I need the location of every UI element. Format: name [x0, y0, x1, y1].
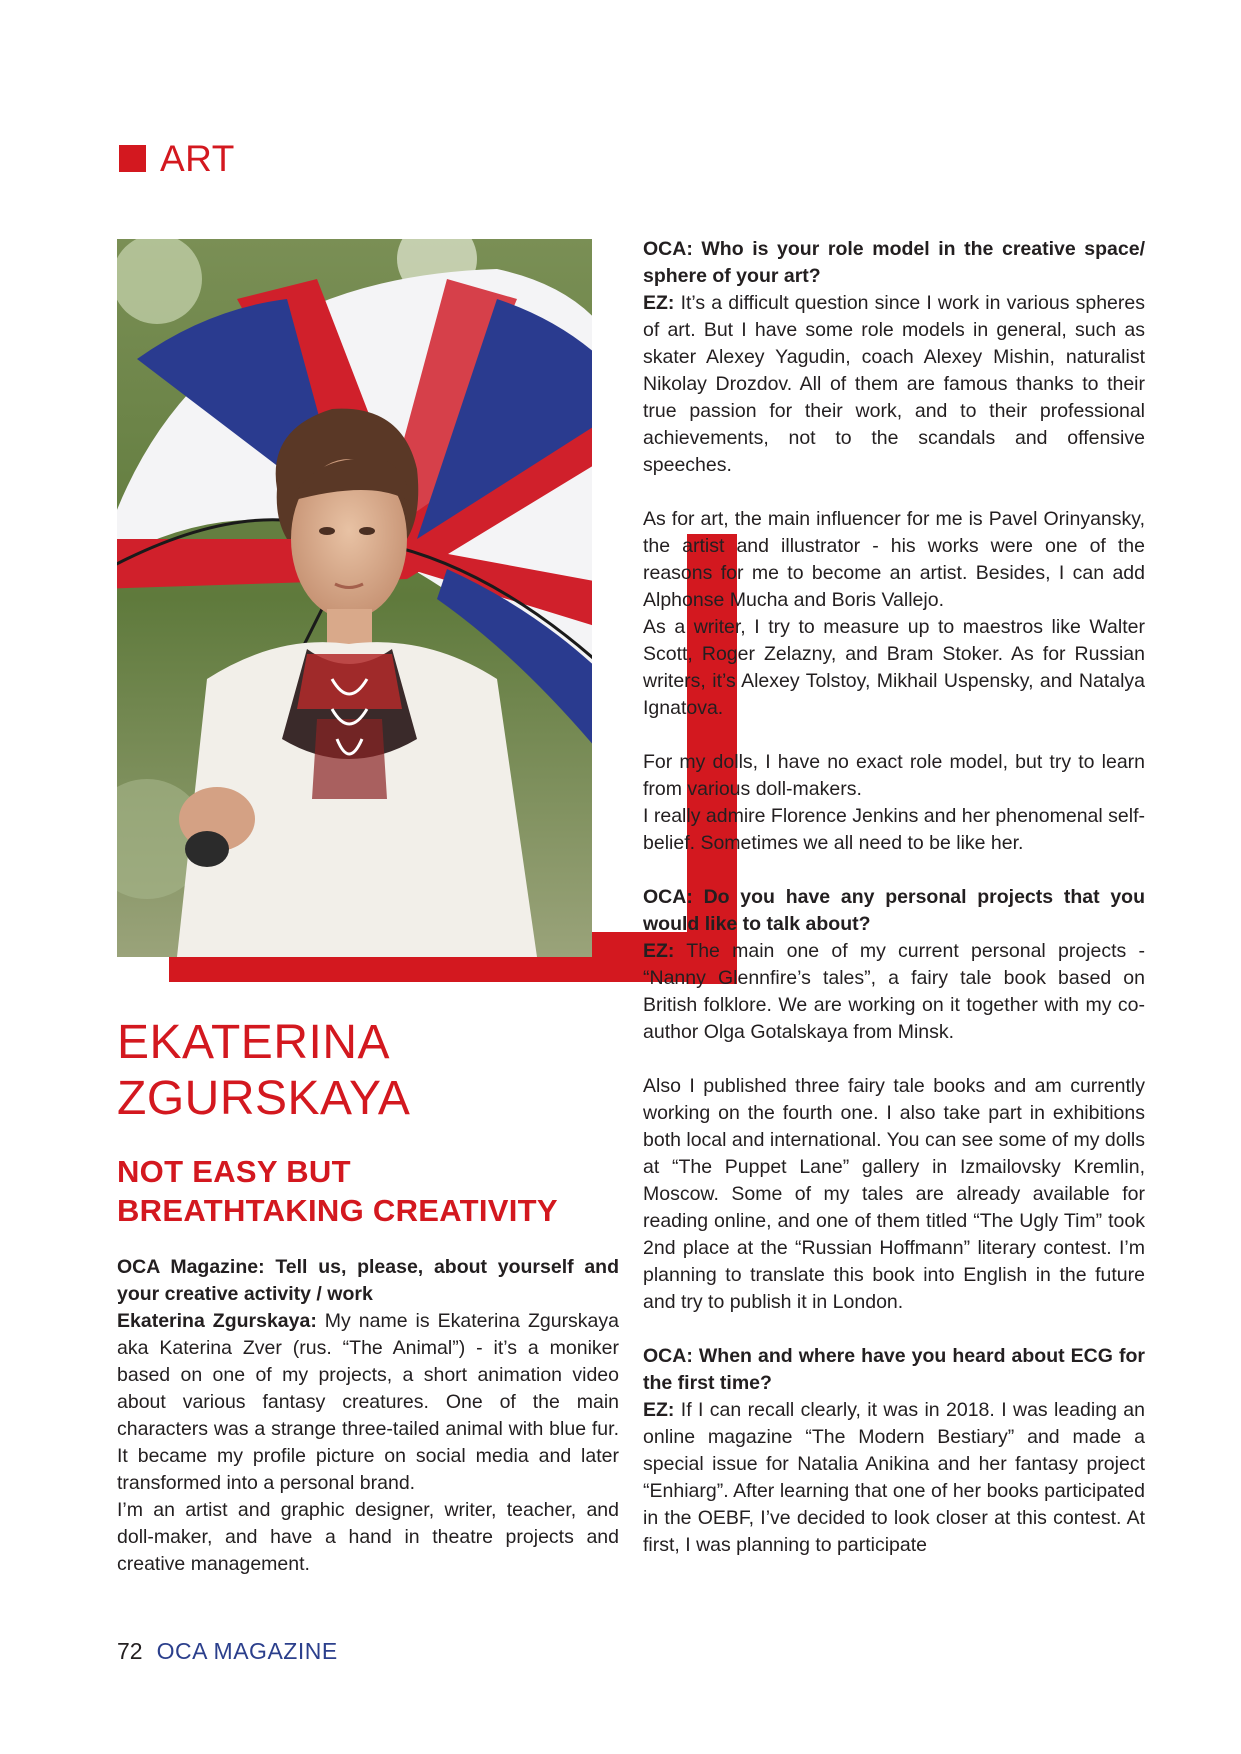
article-title-line1: EKATERINA: [117, 1016, 390, 1069]
answer-1: [117, 1308, 619, 1497]
paragraph-gap: [643, 479, 1145, 506]
right-column: [643, 236, 1145, 1559]
section-label: ART: [160, 138, 235, 179]
portrait-figure: [117, 239, 619, 983]
question-2: OCA: Who is your role model in the creative space/ sphere of your art?: [643, 238, 1145, 287]
article-subtitle: [117, 1152, 637, 1230]
article-title: [117, 1015, 627, 1127]
section-tag: [119, 140, 235, 177]
answer-1-text: My name is Ekaterina Zgurskaya aka Katerina Zver (rus. “The Animal”) - it’s a moniker based on one of my projects, a short animation video about various fantasy creatures. One of the main characters was a strange three-tailed animal with blue fur. It became my profile picture on social media and later transformed into a personal brand.: [117, 1310, 619, 1494]
answer-3: [643, 938, 1145, 1046]
paragraph-gap: [643, 722, 1145, 749]
portrait-photo-icon: [117, 239, 592, 957]
answer-2-speaker: EZ:: [643, 292, 675, 314]
answer-2: [643, 290, 1145, 479]
magazine-name: OCA MAGAZINE: [156, 1638, 338, 1664]
answer-4-speaker: EZ:: [643, 1399, 675, 1421]
left-column: [117, 1254, 619, 1578]
answer-2-paragraph-2: As for art, the main influencer for me is Pavel Orinyansky, the artist and illustrator - his works were one of the reasons for me to become an artist. Besides, I can add Alphonse Mucha and Boris Vallejo.: [643, 508, 1145, 611]
answer-4-text: If I can recall clearly, it was in 2018. I was leading an online magazine “The Modern Bestiary” and made a special issue for Natalia Anikina and her fantasy project “Enhiarg”. After learning that one of her books participated in the OEBF, I’ve decided to look closer at this contest. At first, I was planning to participate: [643, 1399, 1145, 1556]
question-1: OCA Magazine: Tell us, please, about yourself and your creative activity / work: [117, 1256, 619, 1305]
answer-3-speaker: EZ:: [643, 940, 675, 962]
section-square-icon: [119, 145, 146, 172]
answer-3-paragraph-2: Also I published three fairy tale books and am currently working on the fourth one. I also take part in exhibitions both local and international. You can see some of my dolls at “The Puppet Lane” gallery in Izmailovsky Kremlin, Moscow. Some of my tales are already available for reading online, and one of them titled “The Ugly Tim” took 2nd place at the “Russian Hoffmann” literary contest. I’m planning to translate this book into English in the future and try to publish it in London.: [643, 1075, 1145, 1313]
paragraph-gap: [643, 1046, 1145, 1073]
answer-4: [643, 1397, 1145, 1559]
page-footer: [117, 1638, 338, 1665]
answer-1-paragraph-2: I’m an artist and graphic designer, writer, teacher, and doll-maker, and have a hand in theatre projects and creative management.: [117, 1499, 619, 1575]
answer-2-paragraph-5: I really admire Florence Jenkins and her phenomenal self-belief. Sometimes we all need to be like her.: [643, 805, 1145, 854]
article-title-line2: ZGURSKAYA: [117, 1072, 411, 1125]
paragraph-gap: [643, 857, 1145, 884]
paragraph-gap: [643, 1316, 1145, 1343]
question-3: OCA: Do you have any personal projects that you would like to talk about?: [643, 886, 1145, 935]
article-subtitle-line2: BREATHTAKING CREATIVITY: [117, 1193, 558, 1228]
page-number: 72: [117, 1638, 143, 1664]
question-4: OCA: When and where have you heard about ECG for the first time?: [643, 1345, 1145, 1394]
article-subtitle-line1: NOT EASY BUT: [117, 1154, 351, 1189]
answer-2-paragraph-3: As a writer, I try to measure up to maestros like Walter Scott, Roger Zelazny, and Bram Stoker. As for Russian writers, it’s Alexey Tolstoy, Mikhail Uspensky, and Natalya Ignatova.: [643, 616, 1145, 719]
portrait-photo: [117, 239, 592, 957]
answer-3-text: The main one of my current personal projects - “Nanny Glennfire’s tales”, a fairy tale book based on British folklore. We are working on it together with my co-author Olga Gotalskaya from Minsk.: [643, 940, 1145, 1043]
answer-2-text: It’s a difficult question since I work in various spheres of art. But I have some role models in general, such as skater Alexey Yagudin, coach Alexey Mishin, naturalist Nikolay Drozdov. All of them are famous thanks to their true passion for their work, and to their professional achievements, not to the scandals and offensive speeches.: [643, 292, 1145, 476]
answer-1-speaker: Ekaterina Zgurskaya:: [117, 1310, 317, 1332]
answer-2-paragraph-4: For my dolls, I have no exact role model, but try to learn from various doll-makers.: [643, 751, 1145, 800]
